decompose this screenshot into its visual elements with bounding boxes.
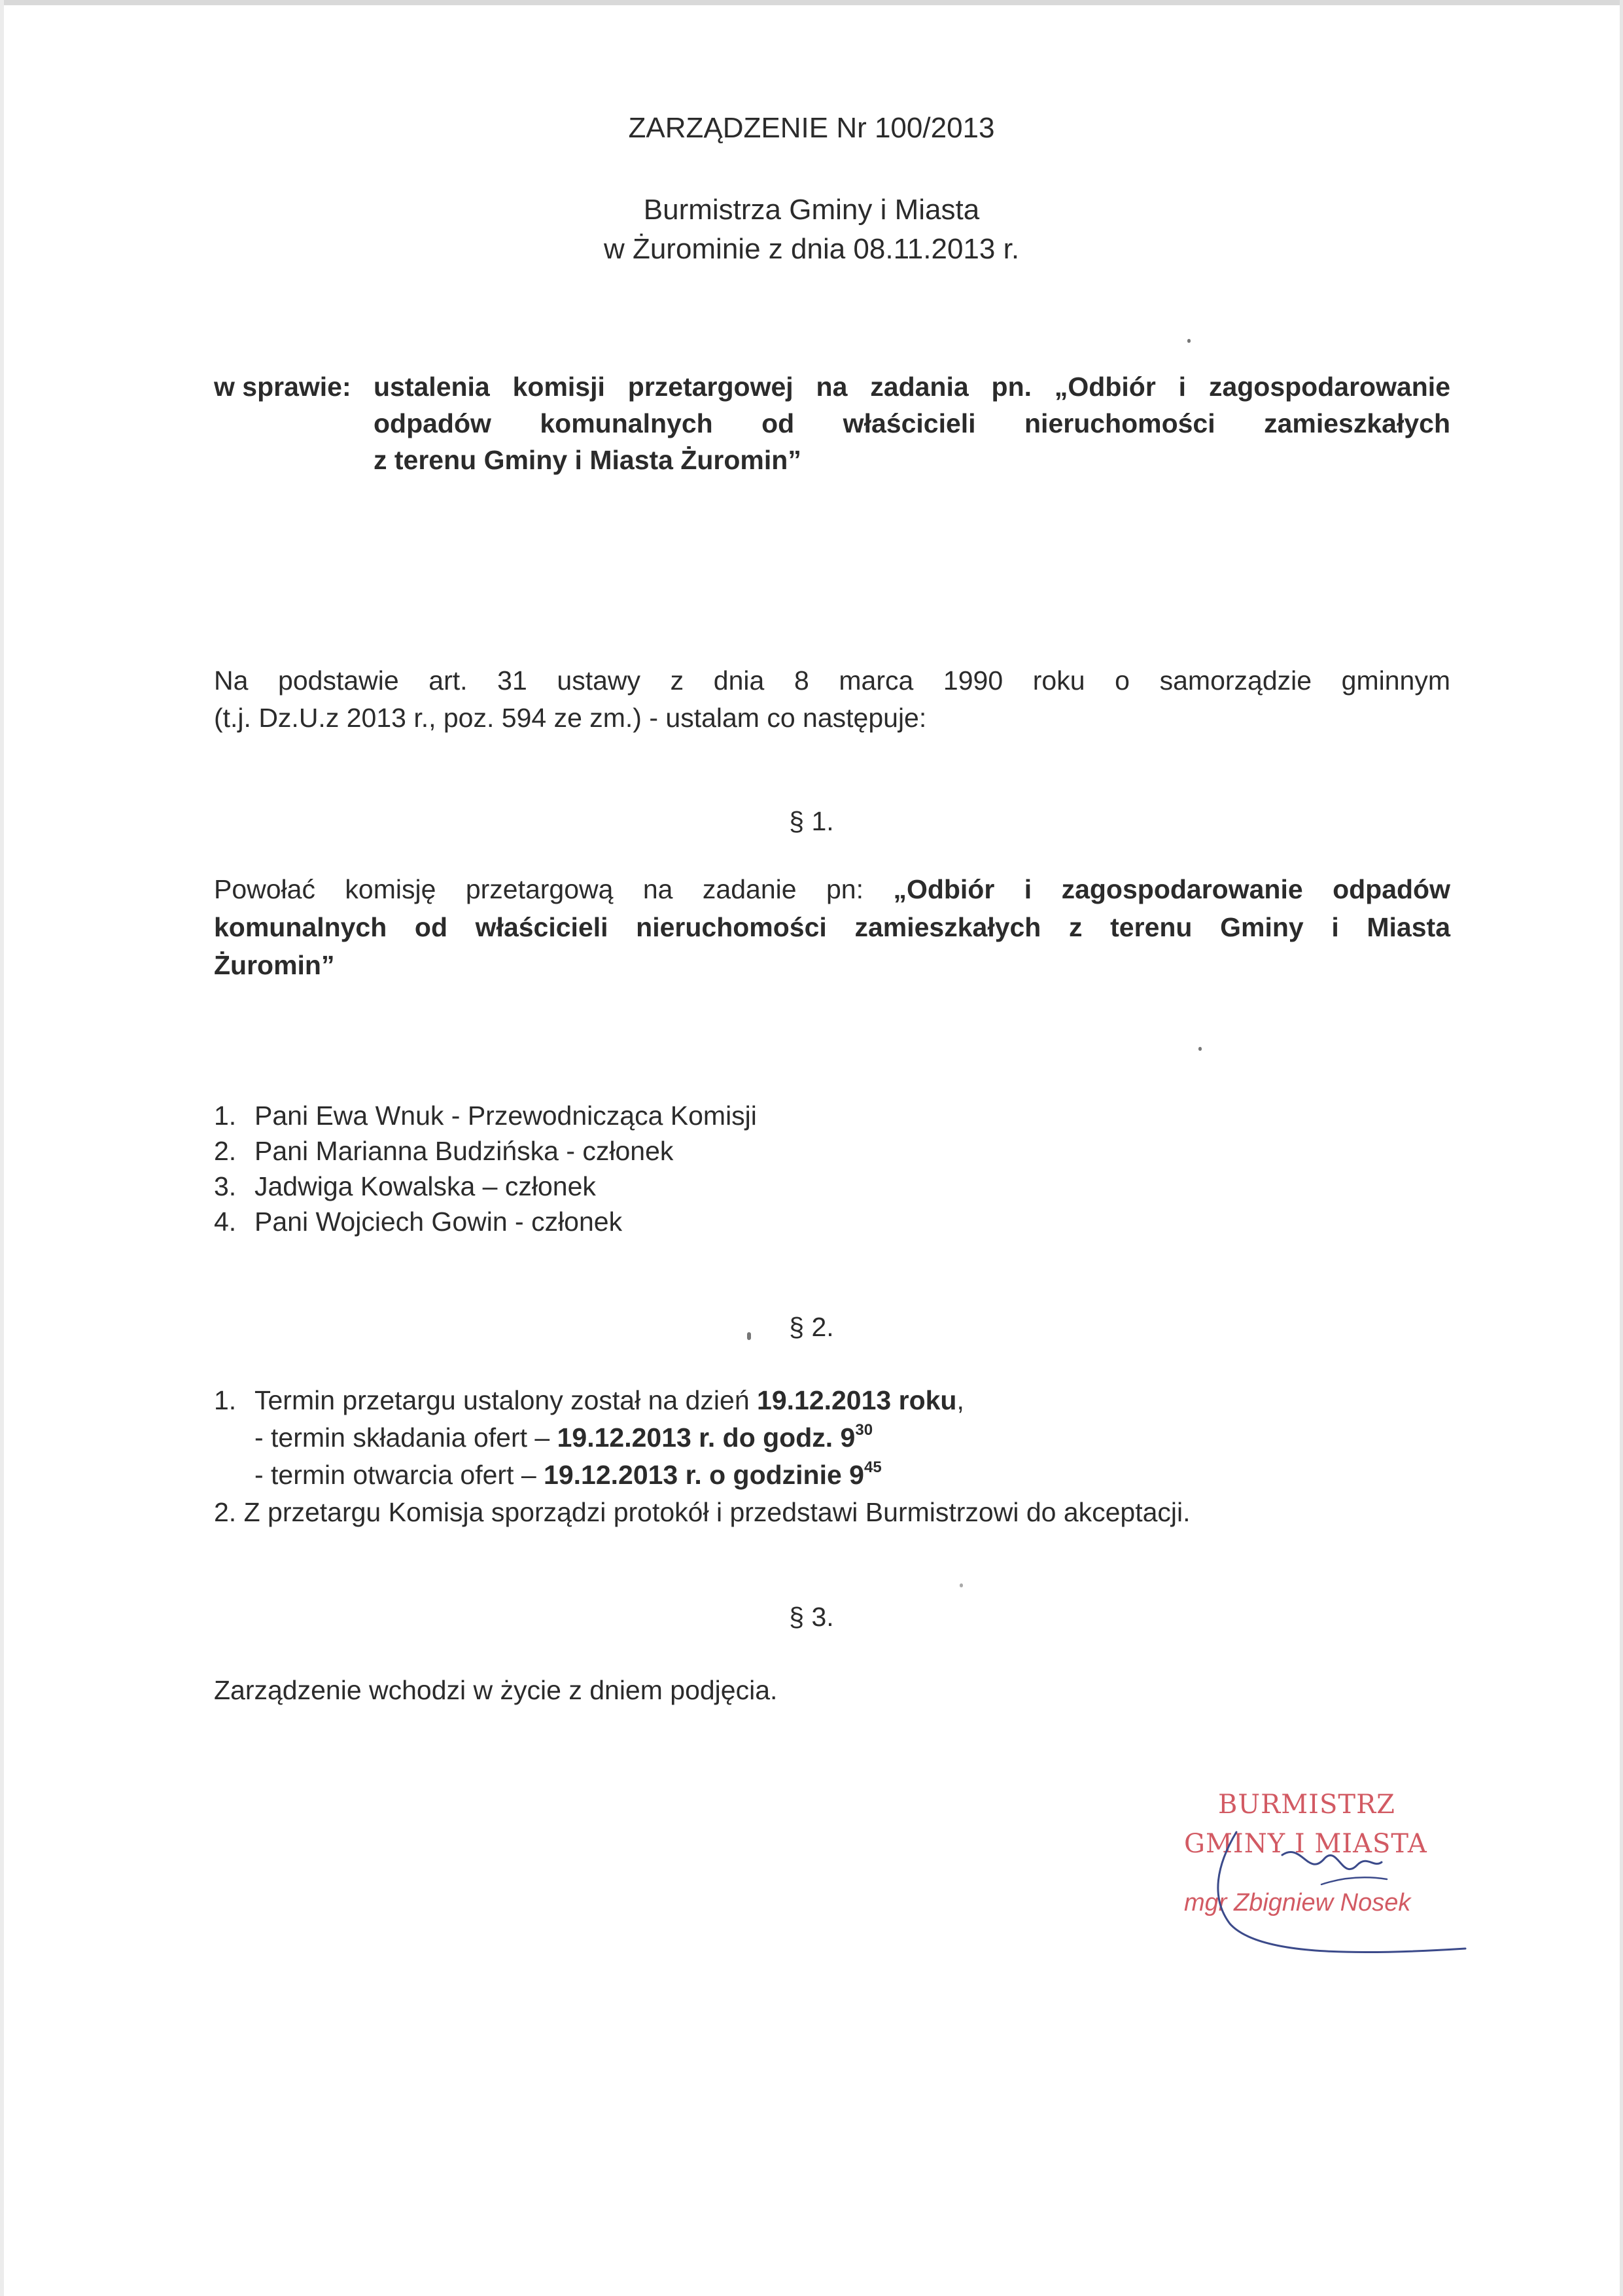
scan-edge-right — [1620, 0, 1623, 2296]
member-name: Pani Marianna Budzińska - członek — [254, 1136, 674, 1166]
appointment-intro: Powołać komisję przetargową na zadanie pn: — [214, 874, 864, 904]
list-item — [214, 1133, 757, 1169]
subject-line-2: odpadów komunalnych od właścicieli nieruchomości zamieszkałych — [374, 408, 1450, 438]
mayor-stamp — [1178, 1790, 1472, 1953]
effective-date-clause: Zarządzenie wchodzi w życie z dniem podjęcia. — [214, 1675, 778, 1705]
issuer-block — [0, 190, 1623, 268]
tender-date: 19.12.2013 roku — [757, 1385, 957, 1415]
task-name-part-2: komunalnych od właścicieli nieruchomości zamieszkałych z terenu Gminy i Miasta — [214, 912, 1450, 942]
scan-speck — [747, 1332, 751, 1340]
list-number: 4. — [214, 1207, 237, 1237]
scan-speck — [960, 1583, 963, 1587]
member-name: Jadwiga Kowalska – członek — [254, 1171, 596, 1201]
list-item — [214, 1169, 757, 1204]
issuer-line-1: Burmistrza Gminy i Miasta — [643, 194, 980, 226]
offer-submission-line — [214, 1419, 1191, 1457]
subject-label: w sprawie: — [214, 372, 351, 402]
member-name: Pani Wojciech Gowin - członek — [254, 1207, 623, 1237]
task-name-part-1: „Odbiór i zagospodarowanie odpadów — [893, 874, 1450, 904]
list-number: 3. — [214, 1171, 237, 1201]
scan-speck — [1198, 1047, 1202, 1051]
offer-submission-minutes: 30 — [855, 1421, 873, 1439]
stamp-name: mgr Zbigniew Nosek — [1184, 1889, 1411, 1916]
list-number: 2. — [214, 1136, 237, 1166]
list-item — [214, 1098, 757, 1133]
scan-edge-top — [0, 0, 1623, 5]
offer-opening-value: 19.12.2013 r. o godzinie 9 — [544, 1460, 864, 1490]
legal-basis-line-1: Na podstawie art. 31 ustawy z dnia 8 marca 1990 roku o samorządzie gminnym — [214, 665, 1450, 696]
list-number: 1. — [214, 1385, 237, 1415]
offer-submission-label: - termin składania ofert – — [254, 1422, 557, 1453]
section-3-heading: § 3. — [789, 1602, 834, 1632]
offer-submission-value: 19.12.2013 r. do godz. 9 — [557, 1422, 856, 1453]
legal-basis — [214, 662, 1450, 737]
terms-item-2: 2. Z przetargu Komisja sporządzi protokół i przedstawi Burmistrzowi do akceptacji. — [214, 1497, 1191, 1527]
subject-line-1: ustalenia komisji przetargowej na zadania pn. „Odbiór i zagospodarowanie — [374, 372, 1450, 402]
terms-item-1 — [214, 1382, 1191, 1419]
legal-basis-line-2: (t.j. Dz.U.z 2013 r., poz. 594 ze zm.) - ustalam co następuje: — [214, 703, 927, 733]
handwritten-signature — [1191, 1819, 1472, 1956]
section-2-heading: § 2. — [789, 1312, 834, 1342]
offer-opening-minutes: 45 — [864, 1458, 882, 1476]
punctuation: , — [956, 1385, 964, 1415]
issuer-line-2: w Żurominie z dnia 08.11.2013 r. — [603, 233, 1020, 265]
appointment-paragraph — [214, 870, 1450, 984]
offer-opening-label: - termin otwarcia ofert – — [254, 1460, 544, 1490]
section-1-heading: § 1. — [789, 806, 834, 836]
stamp-line-2: GMINY I MIASTA — [1184, 1829, 1427, 1859]
appointment-line-1 — [214, 870, 1450, 908]
document-title: ZARZĄDZENIE Nr 100/2013 — [628, 112, 995, 144]
task-name-part-3: Żuromin” — [214, 950, 335, 980]
list-item — [214, 1204, 757, 1239]
scan-edge-left — [0, 0, 4, 2296]
subject-line-3: z terenu Gminy i Miasta Żuromin” — [374, 445, 801, 475]
member-name: Pani Ewa Wnuk - Przewodnicząca Komisji — [254, 1101, 757, 1131]
stamp-line-1: BURMISTRZ — [1218, 1790, 1395, 1820]
tender-terms — [214, 1382, 1191, 1531]
offer-opening-line — [214, 1457, 1191, 1494]
scan-speck — [1187, 339, 1191, 343]
committee-members-list — [214, 1098, 757, 1239]
tender-date-label: Termin przetargu ustalony został na dzień — [254, 1385, 758, 1415]
list-number: 1. — [214, 1101, 237, 1131]
